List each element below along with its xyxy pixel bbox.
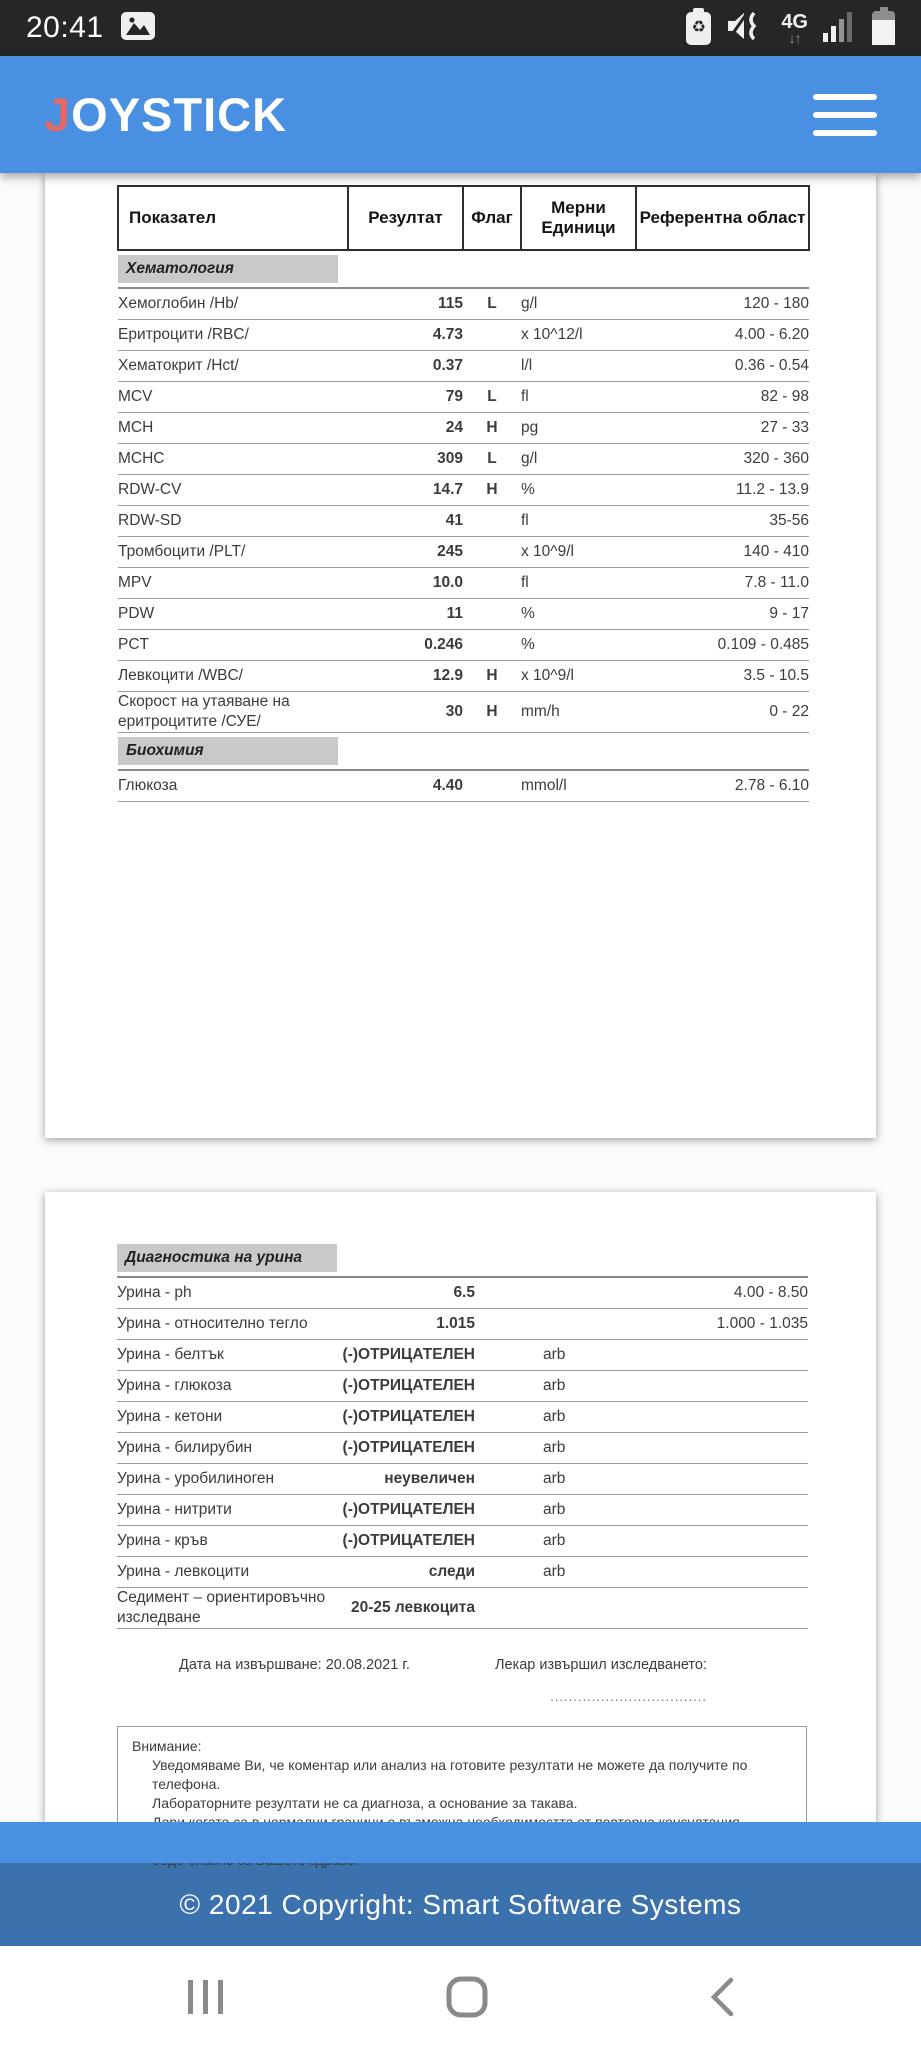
header-units: Мерни Единици xyxy=(521,186,636,250)
doctor-block xyxy=(495,1657,707,1704)
flag-cell: H xyxy=(463,692,521,733)
result-cell: 11 xyxy=(348,599,463,630)
home-icon[interactable] xyxy=(445,1975,489,2019)
units-cell: arb xyxy=(487,1557,635,1588)
name-cell: Седимент – ориентировъчно изследване xyxy=(117,1588,337,1629)
units-cell: mm/h xyxy=(521,692,636,733)
flag-cell xyxy=(463,320,521,351)
result-cell: 24 xyxy=(348,413,463,444)
result-cell: 4.73 xyxy=(348,320,463,351)
result-cell: 309 xyxy=(348,444,463,475)
result-cell: 20-25 левкоцита xyxy=(337,1588,487,1629)
units-cell: arb xyxy=(487,1340,635,1371)
flag-cell: L xyxy=(463,444,521,475)
lab-result-row xyxy=(118,770,809,802)
result-cell: 30 xyxy=(348,692,463,733)
lab-result-row xyxy=(118,288,809,320)
header-reference: Референтна област xyxy=(636,186,809,250)
units-cell: mmol/l xyxy=(521,770,636,802)
name-cell: Урина - белтък xyxy=(117,1340,337,1371)
clock-time: 20:41 xyxy=(26,11,104,44)
name-cell: MCH xyxy=(118,413,348,444)
flag-cell: L xyxy=(463,288,521,320)
lab-result-row xyxy=(118,661,809,692)
result-cell: (-)ОТРИЦАТЕЛЕН xyxy=(337,1340,487,1371)
units-cell: x 10^12/l xyxy=(521,320,636,351)
lab-result-row xyxy=(117,1464,808,1495)
units-cell: arb xyxy=(487,1402,635,1433)
lab-result-row xyxy=(118,320,809,351)
network-4g-icon: 4G ↓↑ xyxy=(781,10,808,46)
copyright-text: © 2021 Copyright: Smart Software Systems xyxy=(179,1888,742,1920)
back-icon[interactable] xyxy=(707,1976,737,2018)
header-result: Резултат xyxy=(348,186,463,250)
units-cell: fl xyxy=(521,382,636,413)
units-cell: g/l xyxy=(521,444,636,475)
name-cell: RDW-CV xyxy=(118,475,348,506)
header-flag: Флаг xyxy=(463,186,521,250)
lab-result-row xyxy=(117,1495,808,1526)
ref-cell xyxy=(635,1433,808,1464)
ref-cell: 9 - 17 xyxy=(636,599,809,630)
ref-cell xyxy=(635,1588,808,1629)
lab-result-row xyxy=(118,568,809,599)
lab-result-row xyxy=(117,1340,808,1371)
test-date: Дата на извършване: 20.08.2021 г. xyxy=(179,1657,410,1673)
lab-result-row xyxy=(118,382,809,413)
app-header xyxy=(0,56,921,173)
result-cell: 0.246 xyxy=(348,630,463,661)
page-content xyxy=(0,173,921,1822)
brand-letter-j: J xyxy=(44,88,72,141)
flag-cell xyxy=(463,506,521,537)
ref-cell: 4.00 - 8.50 xyxy=(635,1277,808,1309)
ref-cell xyxy=(635,1340,808,1371)
warning-title: Внимание: xyxy=(132,1738,202,1754)
name-cell: RDW-SD xyxy=(118,506,348,537)
brand-rest: OYSTICK xyxy=(71,88,288,141)
status-icons-group xyxy=(686,9,895,48)
units-cell xyxy=(487,1309,635,1340)
warning-line: Лабораторните резултати не са диагноза, а основание за такава. xyxy=(152,1795,578,1811)
lab-result-row xyxy=(118,506,809,537)
report-meta-row xyxy=(117,1657,807,1704)
header-indicator: Показател xyxy=(118,186,348,250)
section-header-row xyxy=(118,733,809,771)
units-cell: arb xyxy=(487,1464,635,1495)
ref-cell xyxy=(635,1464,808,1495)
units-cell xyxy=(487,1277,635,1309)
ref-cell xyxy=(635,1402,808,1433)
lab-result-row xyxy=(117,1402,808,1433)
result-cell: 0.37 xyxy=(348,351,463,382)
ref-cell: 4.00 - 6.20 xyxy=(636,320,809,351)
lab-result-row xyxy=(118,599,809,630)
ref-cell: 27 - 33 xyxy=(636,413,809,444)
blood-results-table xyxy=(117,185,810,802)
name-cell: Урина - нитрити xyxy=(117,1495,337,1526)
name-cell: Урина - глюкоза xyxy=(117,1371,337,1402)
flag-cell xyxy=(463,351,521,382)
result-cell: 12.9 xyxy=(348,661,463,692)
name-cell: Хемоглобин /Hb/ xyxy=(118,288,348,320)
name-cell: Скорост на утаяване на еритроцитите /СУЕ/ xyxy=(118,692,348,733)
result-cell: 245 xyxy=(348,537,463,568)
name-cell: Еритроцити /RBC/ xyxy=(118,320,348,351)
lab-result-row xyxy=(117,1309,808,1340)
ref-cell: 0.109 - 0.485 xyxy=(636,630,809,661)
footer-copyright-bar xyxy=(0,1863,921,1946)
name-cell: Урина - левкоцити xyxy=(117,1557,337,1588)
result-cell: 41 xyxy=(348,506,463,537)
flag-cell xyxy=(463,599,521,630)
result-cell: 79 xyxy=(348,382,463,413)
flag-cell: L xyxy=(463,382,521,413)
result-cell: 115 xyxy=(348,288,463,320)
ref-cell xyxy=(635,1495,808,1526)
lab-result-row xyxy=(118,692,809,733)
lab-result-row xyxy=(117,1526,808,1557)
lab-result-row xyxy=(117,1557,808,1588)
units-cell: l/l xyxy=(521,351,636,382)
result-cell: (-)ОТРИЦАТЕЛЕН xyxy=(337,1526,487,1557)
name-cell: Хематокрит /Hct/ xyxy=(118,351,348,382)
name-cell: Урина - уробилиноген xyxy=(117,1464,337,1495)
urine-results-table xyxy=(117,1240,808,1629)
brand-logo xyxy=(44,87,287,142)
result-cell: (-)ОТРИЦАТЕЛЕН xyxy=(337,1402,487,1433)
ref-cell: 7.8 - 11.0 xyxy=(636,568,809,599)
lab-result-row xyxy=(117,1588,808,1629)
units-cell: % xyxy=(521,475,636,506)
units-cell xyxy=(487,1588,635,1629)
blood-results-card xyxy=(45,173,876,1138)
lab-result-row xyxy=(118,413,809,444)
table-header-row xyxy=(118,186,809,250)
ref-cell: 35-56 xyxy=(636,506,809,537)
name-cell: Урина - билирубин xyxy=(117,1433,337,1464)
name-cell: Урина - кръв xyxy=(117,1526,337,1557)
ref-cell: 120 - 180 xyxy=(636,288,809,320)
result-cell: 10.0 xyxy=(348,568,463,599)
ref-cell: 140 - 410 xyxy=(636,537,809,568)
urine-results-card xyxy=(45,1192,876,1913)
name-cell: Глюкоза xyxy=(118,770,348,802)
ref-cell: 1.000 - 1.035 xyxy=(635,1309,808,1340)
sound-muted-vibrate-icon xyxy=(726,9,766,48)
lab-result-row xyxy=(118,444,809,475)
result-cell: 6.5 xyxy=(337,1277,487,1309)
lab-result-row xyxy=(118,351,809,382)
ref-cell: 0.36 - 0.54 xyxy=(636,351,809,382)
result-cell: неувеличен xyxy=(337,1464,487,1495)
lab-result-row xyxy=(117,1277,808,1309)
flag-cell xyxy=(463,630,521,661)
units-cell: arb xyxy=(487,1526,635,1557)
name-cell: Урина - кетони xyxy=(117,1402,337,1433)
result-cell: (-)ОТРИЦАТЕЛЕН xyxy=(337,1371,487,1402)
name-cell: Левкоцити /WBC/ xyxy=(118,661,348,692)
battery-icon xyxy=(872,11,895,45)
ref-cell: 82 - 98 xyxy=(636,382,809,413)
flag-cell xyxy=(463,568,521,599)
name-cell: PCT xyxy=(118,630,348,661)
flag-cell xyxy=(463,537,521,568)
ref-cell: 3.5 - 10.5 xyxy=(636,661,809,692)
name-cell: MPV xyxy=(118,568,348,599)
units-cell: x 10^9/l xyxy=(521,661,636,692)
result-cell: следи xyxy=(337,1557,487,1588)
ref-cell xyxy=(635,1371,808,1402)
signal-strength-icon xyxy=(823,10,857,47)
name-cell: Урина - ph xyxy=(117,1277,337,1309)
recents-icon[interactable] xyxy=(185,1978,227,2016)
lab-result-row xyxy=(117,1371,808,1402)
ref-cell xyxy=(635,1526,808,1557)
footer-accent-band xyxy=(0,1822,921,1863)
flag-cell xyxy=(463,770,521,802)
units-cell: % xyxy=(521,630,636,661)
doctor-label: Лекар извършил изследването: xyxy=(495,1657,707,1673)
lab-result-row xyxy=(117,1433,808,1464)
ref-cell: 0 - 22 xyxy=(636,692,809,733)
units-cell: arb xyxy=(487,1433,635,1464)
flag-cell: H xyxy=(463,661,521,692)
result-cell: (-)ОТРИЦАТЕЛЕН xyxy=(337,1433,487,1464)
name-cell: Тромбоцити /PLT/ xyxy=(118,537,348,568)
units-cell: x 10^9/l xyxy=(521,537,636,568)
result-cell: (-)ОТРИЦАТЕЛЕН xyxy=(337,1495,487,1526)
ref-cell: 320 - 360 xyxy=(636,444,809,475)
section-label: Биохимия xyxy=(118,737,338,765)
android-navigation-bar xyxy=(0,1946,921,2048)
lab-result-row xyxy=(118,630,809,661)
result-cell: 4.40 xyxy=(348,770,463,802)
name-cell: Урина - относително тегло xyxy=(117,1309,337,1340)
lab-result-row xyxy=(118,475,809,506)
result-cell: 1.015 xyxy=(337,1309,487,1340)
warning-line: Уведомяваме Ви, че коментар или анализ на готовите резултати не можете да получите по телефона. xyxy=(152,1757,748,1792)
status-bar xyxy=(0,0,921,56)
name-cell: MCHC xyxy=(118,444,348,475)
flag-cell: H xyxy=(463,413,521,444)
lab-result-row xyxy=(118,537,809,568)
ref-cell xyxy=(635,1557,808,1588)
section-label: Хематология xyxy=(118,255,338,283)
hamburger-menu-icon[interactable] xyxy=(813,94,877,136)
name-cell: PDW xyxy=(118,599,348,630)
units-cell: g/l xyxy=(521,288,636,320)
units-cell: fl xyxy=(521,568,636,599)
units-cell: arb xyxy=(487,1371,635,1402)
section-label: Диагностика на урина xyxy=(117,1244,337,1272)
units-cell: pg xyxy=(521,413,636,444)
units-cell: arb xyxy=(487,1495,635,1526)
ref-cell: 2.78 - 6.10 xyxy=(636,770,809,802)
ref-cell: 11.2 - 13.9 xyxy=(636,475,809,506)
flag-cell: H xyxy=(463,475,521,506)
units-cell: fl xyxy=(521,506,636,537)
screenshot-image-icon xyxy=(120,11,156,46)
units-cell: % xyxy=(521,599,636,630)
result-cell: 14.7 xyxy=(348,475,463,506)
section-header-row xyxy=(118,250,809,288)
doctor-signature-dots: .................................. xyxy=(550,1689,707,1704)
section-header-row xyxy=(117,1240,808,1277)
name-cell: MCV xyxy=(118,382,348,413)
power-saving-icon: ♻ xyxy=(686,12,711,45)
